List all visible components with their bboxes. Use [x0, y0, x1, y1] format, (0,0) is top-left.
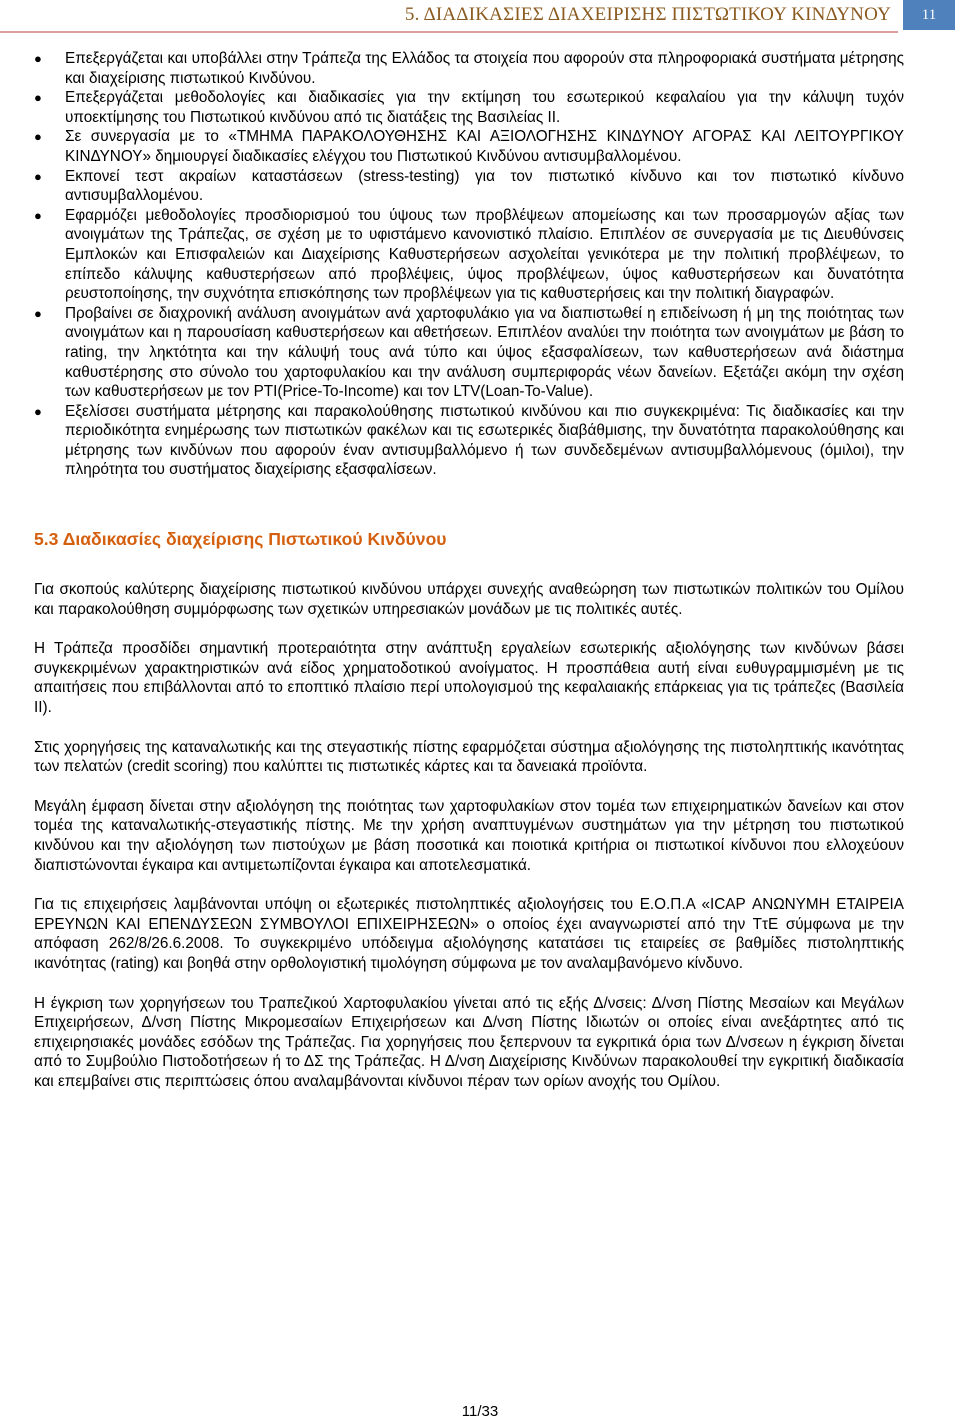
- bullet-icon: ●: [34, 207, 42, 223]
- bullet-icon: ●: [34, 168, 42, 184]
- list-item: [34, 88, 904, 127]
- header-page-number: 11: [903, 0, 955, 30]
- page-header: [0, 0, 960, 34]
- section-paragraph: Για σκοπούς καλύτερης διαχείρισης πιστωτικού κινδύνου υπάρχει συνεχής αναθεώρηση των πιστωτικών πολιτικών του Ομίλου και παρακολούθηση συμμόρφωσης των σχετικών υπηρεσιακών μονάδων με τις πολιτικές αυτές.: [34, 581, 904, 618]
- bullet-icon: ●: [34, 305, 42, 321]
- list-item-text: Εφαρμόζει μεθοδολογίες προσδιορισμού του ύψους των προβλέψεων απομείωσης και των προσαρμογών αξίας των ανοιγμάτων της Τράπεζας, σε σχέση με το υφιστάμενο κανονιστικό πλαίσιο. Επιπλέον σε συνεργασία με τις Διευθύνσεις Εμπλοκών και Επισφαλειών και Διαχείρισης Καθυστερήσεων ασχολείται γενικότερα με την πολιτική προβλέψεων, το επίπεδο κάλυψης καθυστερήσεων από προβλέψεις, ύψος προβλέψεων, ύψος καθυστερήσεων και δυνατότητα ρευστοποίησης, την συχνότητα επισκόπησης των προβλέψεων για τις καθυστερήσεις και την πολιτική διαγραφών.: [65, 206, 904, 303]
- chapter-title: 5. ΔΙΑΔΙΚΑΣΙΕΣ ΔΙΑΧΕΙΡΙΣΗΣ ΠΙΣΤΩΤΙΚΟΥ ΚΙΝΔΥΝΟΥ: [404, 4, 891, 25]
- list-item: [34, 304, 904, 402]
- list-item: [34, 206, 904, 304]
- section-paragraph: Μεγάλη έμφαση δίνεται στην αξιολόγηση της ποιότητας των χαρτοφυλακίων στον τομέα των επιχειρηματικών δανείων και στον τομέα της καταναλωτικής-στεγαστικής πίστης. Με την χρήση αναπτυγμένων συστημάτων για την μέτρηση του πιστωτικού κινδύνου και την αξιολόγηση των πιστούχων με βάση ποσοτικά και ποιοτικά κριτήρια οι πιστωτικοί κίνδυνοι που ελλοχεύουν διαπιστώνονται έγκαιρα και αντιμετωπίζονται έγκαιρα και αποτελεσματικά.: [34, 797, 904, 874]
- list-item: [34, 167, 904, 206]
- header-divider: [0, 31, 898, 33]
- bullet-icon: ●: [34, 90, 42, 106]
- bullet-icon: ●: [34, 129, 42, 145]
- page-footer: [0, 1403, 960, 1421]
- section-heading: 5.3 Διαδικασίες διαχείρισης Πιστωτικού Κινδύνου: [34, 529, 447, 550]
- bullet-icon: ●: [34, 403, 42, 419]
- section-paragraph: Για τις επιχειρήσεις λαμβάνονται υπόψη οι εξωτερικές πιστοληπτικές αξιολογήσεις του Ε.Ο.Π.Α «ICAP ΑΝΩΝΥΜΗ ΕΤΑΙΡΕΙΑ ΕΡΕΥΝΩΝ ΚΑΙ ΕΠΕΝΔΥΣΕΩΝ ΣΥΜΒΟΥΛΟΙ ΕΠΙΧΕΙΡΗΣΕΩΝ» ο οποίος έχει αναγνωριστεί από την ΤτΕ σύμφωνα με την απόφαση 262/8/26.6.2008. Το συγκεκριμένο υπόδειγμα αξιολόγησης κατατάσει τις εταιρείες σε βαθμίδες πιστοληπτικής ικανότητας (rating) και βοηθά στην ορθολογιστική τιμολόγηση σύμφωνα με τον αναλαμβανόμενο κίνδυνο.: [34, 896, 904, 972]
- section-paragraph: Στις χορηγήσεις της καταναλωτικής και της στεγαστικής πίστης εφαρμόζεται σύστημα αξιολόγησης της πιστοληπτικής ικανότητας των πελατών (credit scoring) που καλύπτει τις πιστωτικές κάρτες και τα δανειακά προϊόντα.: [34, 738, 904, 776]
- list-item: [34, 402, 904, 480]
- list-item-text: Επεξεργάζεται μεθοδολογίες και διαδικασίες για την εκτίμηση του εσωτερικού κεφαλαίου για την κάλυψη τυχόν υποεκτίμησης του Πιστωτικού κινδύνου από τις διατάξεις της Βασιλείας ΙΙ.: [65, 89, 904, 126]
- footer-page-label: 11/33: [461, 1403, 499, 1420]
- list-item-text: Προβαίνει σε διαχρονική ανάλυση ανοιγμάτων ανά χαρτοφυλάκιο για να διαπιστωθεί η επιδείνωση ή μη της ποιότητας των ανοιγμάτων και η παρουσίαση καθυστερήσεων και αθετήσεων. Επιπλέον αναλύει την ποιότητα των ανοιγμάτων με βάση το rating, την ληκτότητα και την κάλυψή τους ανά τύπο και ύψος εξασφαλίσεων, των καθυστερήσεων ανά διάστημα καθυστέρησης στο σύνολο του χαρτοφυλακίου και την ανάλυση συμπεριφοράς νέων δανείων. Εξετάζει ακόμη την σχέση των καθυστερήσεων με τον PTI(Price-To-Income) και τον LTV(Loan-To-Value).: [65, 304, 904, 401]
- list-item-text: Εκπονεί τεστ ακραίων καταστάσεων (stress-testing) για τον πιστωτικό κίνδυνο και τον πιστωτικό κίνδυνο αντισυμβαλλομένου.: [65, 167, 904, 205]
- list-item-text: Εξελίσσει συστήματα μέτρησης και παρακολούθησης πιστωτικού κινδύνου και πιο συγκεκριμένα: Τις διαδικασίες και την περιοδικότητα ενημέρωσης των πιστωτικών φακέλων και τις εσωτερικές διαβάθμισης, την δυνατότητα παρακολούθησης και μέτρησης των κινδύνων που αφορούν έναν αντισυμβαλλόμενο ή των συνδεδεμένων αντισυμβαλλόμενους (όμιλοι), την πληρότητα του συστήματος διαχείρισης εξασφαλίσεων.: [65, 402, 904, 479]
- section-paragraph: Η έγκριση των χορηγήσεων του Τραπεζικού Χαρτοφυλακίου γίνεται από τις εξής Δ/νσεις: Δ/νση Πίστης Μεσαίων και Μεγάλων Επιχειρήσεων, Δ/νση Πίστης Μικρομεσαίων Επιχειρήσεων και Δ/νση Πίστης Ιδιωτών οι οποίες είναι ανεξάρτητες από τις επιχειρησιακές μονάδες εσόδων της Τράπεζας. Για χορηγήσεις που ξεπερνουν τα εγκριτικά όρια των Δ/νσεων η έγκριση δίνεται από το Συμβούλιο Πιστοδοτήσεων ή το ΔΣ της Τράπεζας. Η Δ/νση Διαχείρισης Κινδύνων παρακολουθεί την εγκριτική διαδικασία και επεμβαίνει στις περιπτώσεις όπου αναλαμβάνονται κίνδυνοι πέραν των ορίων ανοχής του Ομίλου.: [34, 994, 904, 1090]
- page-content: [34, 49, 904, 1092]
- list-item-text: Σε συνεργασία με το «ΤΜΗΜΑ ΠΑΡΑΚΟΛΟΥΘΗΣΗΣ ΚΑΙ ΑΞΙΟΛΟΓΗΣΗΣ ΚΙΝΔΥΝΟΥ ΑΓΟΡΑΣ ΚΑΙ ΛΕΙΤΟΥΡΓΙΚΟΥ ΚΙΝΔΥΝΟΥ» δημιουργεί διαδικασίες ελέγχου του Πιστωτικού Κινδύνου αντισυμβαλλομένου.: [65, 128, 904, 165]
- section-paragraph: Η Τράπεζα προσδίδει σημαντική προτεραιότητα στην ανάπτυξη εργαλείων εσωτερικής αξιολόγησης των κινδύνων βάσει συγκεκριμένων χαρακτηριστικών ανά είδος χρηματοδοτικού ανοίγματος. Η προσπάθεια αυτή είναι ευθυγραμμισμένη με τις απαιτήσεις που επιβάλλονται από το εποπτικό πλαίσιο περί υπολογισμού της κεφαλαιακής επάρκειας για τις τράπεζες (Βασιλεία ΙΙ).: [34, 640, 904, 717]
- list-item: [34, 127, 904, 166]
- list-item: [34, 49, 904, 88]
- bullet-icon: ●: [34, 51, 42, 66]
- bullet-list: [34, 49, 904, 480]
- list-item-text: Επεξεργάζεται και υποβάλλει στην Τράπεζα της Ελλάδος τα στοιχεία που αφορούν στα πληροφοριακά συστήματα μέτρησης και διαχείρισης πιστωτικού Κινδύνου.: [65, 50, 904, 87]
